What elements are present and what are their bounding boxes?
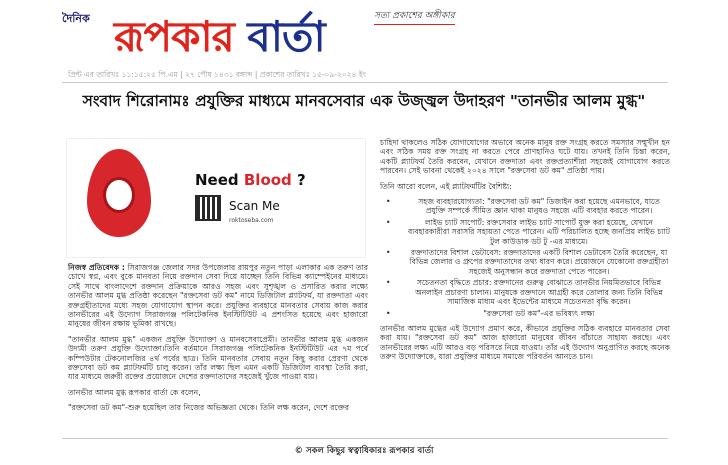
feature-item: • রক্তদাতাদের বিশাল ডেটাবেস: রক্তদাতাদের একটি বিশাল ডেটাবেস তৈরি করেছেন, যা বিভিন্ন জেলার ও গ্রুপের রক্তদাতাদের তথ্য ধারণ করে। প্রয়োজনে যেকোনো রক্তগ্রহীতা সহজেই অনুসন্ধান করে রক্তদাতা পেতে পারেন। — [380, 248, 670, 276]
feature-item: • সচেতনতা বৃদ্ধিতে প্রচার: রক্তদানের গুরুত্ব বোঝাতে তানভীর নিয়মিতভাবে বিভিন্ন অনলাইন প্রচারণা চালান। মানুষকে রক্তদানে আগ্রহী করে তোলার জন্য তিনি বিভিন্ন সামাজিক মাধ্যম এবং ইভেন্টের মাধ্যমে সচেতনতা বৃদ্ধি করেন। — [380, 278, 670, 306]
article-headline: সংবাদ শিরোনামঃ প্রযুক্তির মাধ্যমে মানবসেবার এক উজ্জ্বল উদাহরণ "তানভীর আলম মুগ্ধ" — [82, 92, 646, 110]
news-print-page — [44, 0, 684, 465]
feature-item: • লাইভ চ্যাট সাপোর্ট: রক্তসেবার লাইভ চ্যাট সাপোর্ট যুক্ত করা হয়েছে, যেখানে ব্যবহারকারীরা সরাসরি সহায়তা পেতে পারেন। এটি পরিচালিত হচ্ছে জনপ্রিয় লাইভ চ্যাট টুল কাউডাক ডট টু -এর মাধ্যমে। — [380, 218, 670, 246]
poster-scan-text: Scan Me — [229, 199, 280, 213]
masthead-small-label: দৈনিক — [62, 12, 90, 25]
print-date-line: প্রিন্ট এর তারিখঃ ১১:১৫:২৫ পি.এম | ২৭ পৌষ ১৪৩১ বঙ্গাব্দ | প্রকাশের তারিখঃ ১৫-০৯-২০২৪ ইং — [68, 70, 367, 79]
poster-website-text: roktoseba.com — [229, 217, 274, 224]
masthead — [44, 4, 684, 62]
paragraph: চাহিদা থাকলেও সঠিক যোগাযোগের অভাবে অনেক মানুষ রক্ত সংগ্রহ করতে সমস্যার সম্মুখীন হন এবং সঠিক সময় রক্ত সংগ্রহ না করতে পেরে প্রাণহানিও ঘটে যায়। তখনই তিনি চিন্তা করেন, একটি প্ল্যাটফর্ম তৈরি করবেন, যেখানে রক্তদাতা এবং রক্তপ্রত্যাশীরা সহজেই যোগাযোগ করতে পারবেন। সেই ভাবনা থেকেই ২০২৪ সালে "রক্তসেবা ডট কম" প্রতিষ্ঠা পায়। — [380, 138, 670, 176]
article-column-right — [380, 138, 670, 368]
paragraph: তানভীর আলম মুগ্ধের এই উদ্যোগ প্রমাণ করে, কীভাবে প্রযুক্তির সঠিক ব্যবহারে মানবতার সেবা করা যায়। "রক্তসেবা ডট কম" আজ হাজারো মানুষের জীবন বাঁচাতে সাহায্য করছে। এবং তানভীরের লক্ষ্য এটি আরও বড় পরিসরে নিয়ে যাওয়া। তাঁর এই উদ্যোগ অনুপ্রাণিত করছে অনেক তরুণ উদ্যোক্তাকে, যারা প্রযুক্তির মাধ্যমে সমাজে পরিবর্তন আনতে চান। — [380, 323, 670, 362]
feature-list — [380, 197, 670, 318]
masthead-tagline: সত্য প্রকাশের অঙ্গীকার — [374, 8, 455, 25]
blood-drop-icon — [87, 149, 151, 237]
logo-part-blue: বার্তা — [233, 12, 325, 61]
byline: নিজস্ব প্রতিবেদক : — [68, 263, 125, 272]
copyright-footer: © সকল কিছুর স্বত্বাধিকারঃ রূপকার বার্তা — [294, 446, 434, 456]
feature-item: • "রক্তসেবা ডট কম"-এর ভবিষ্যৎ লক্ষ্য — [380, 309, 670, 318]
divider — [62, 438, 668, 439]
heart-hands-icon — [103, 177, 135, 213]
qr-code-icon — [195, 195, 221, 221]
paragraph: তানভীর আলম মুগ্ধ রূপকার বার্তা কে বলেন, — [68, 387, 201, 397]
article-column-left — [68, 263, 368, 419]
paragraph: নিজস্ব প্রতিবেদক : সিরাজগঞ্জ জেলার সদর উপজেলার রায়পুর নতুন পাড়া এলাকার এক তরুণ তার চোখে স্বপ্ন, এবং বুকে মানবতা নিয়ে রক্তদান সেবা দিয়ে যাচ্ছেন তিনি বিভিন্ন ক্যাম্পেইনের মাধ্যমে। সেই সাথে বাংলাদেশে রক্তদান প্রক্রিয়াকে আরও সহজ এবং সুশৃঙ্খল ও প্রসারিত করার লক্ষ্যে তানভীর আলম মুগ্ধ প্রতিষ্ঠা করেছেন "রক্তসেবা ডট কম" নামে ডিজিটাল প্ল্যাটফর্ম, যা রক্তদাতা এবং রক্তগ্রহীতাদের মধ্যে সহজ যোগাযোগ স্থাপন করে। প্রযুক্তির ব্যবহারে মানবতার সেবায় কাজ করার তানভীরের এই উদ্যোগ সিরাজগঞ্জ পলিটেকনিক ইনস্টিটিউট এ প্রশংসিত হয়েছে এবং হাজারো মানুষের জীবন রক্ষায় ভূমিকা রাখছে। — [68, 263, 368, 329]
need-blood-poster-image — [66, 138, 366, 258]
feature-item: • সহজ ব্যবহারযোগ্যতা: "রক্তসেবা ডট কম" ডিজাইন করা হয়েছে এমনভাবে, যাতে প্রযুক্তি সম্পর্কে সীমিত জ্ঞান থাকা মানুষও সহজে এটি ব্যবহার করতে পারেন। — [380, 197, 670, 216]
paragraph: "রক্তসেবা ডট কম"-শুরু হয়েছিল তার নিজের অভিজ্ঞতা থেকে। তিনি লক্ষ করেন, দেশে রক্তের — [68, 403, 350, 413]
logo-part-red: রূপকার — [114, 12, 234, 61]
divider — [62, 82, 668, 83]
paragraph: "তানভীর আলম মুগ্ধ" একজন প্রযুক্তি উদ্যোক্তা ও মানবসেবাপ্রেমী। তানভীর আলম মুগ্ধ একজন উদ্যমী তরুণ প্রযুক্তি উদ্যোক্তা।তিনি বর্তমানে সিরাজগঞ্জ পলিটেকনিক ইনস্টিটিউট এর ৭ম পর্বে কম্পিউটার টেকনোলজির ৪র্থ পর্বের ছাত্র। তিনি মানবতার সেবায় নতুন কিছু করার প্রেরণা থেকে রক্তসেবা ডট কম প্ল্যাটফর্মটি চালু করেন। তাঁর লক্ষ্য ছিল এমন একটি ডিজিটাল ব্যবস্থা তৈরি করা, যার মাধ্যমে জরুরী রক্তের প্রয়োজনে দেশের রক্তদাতাদের সহজেই খুঁজে পাওয়া যায়। — [68, 334, 368, 382]
paragraph: তিনি আরো বলেন, এই প্ল্যাটফর্মটির বৈশিষ্ট্য: — [380, 181, 512, 191]
newspaper-logo[interactable] — [114, 12, 325, 62]
poster-need-blood-text: Need Blood ? — [195, 171, 306, 189]
